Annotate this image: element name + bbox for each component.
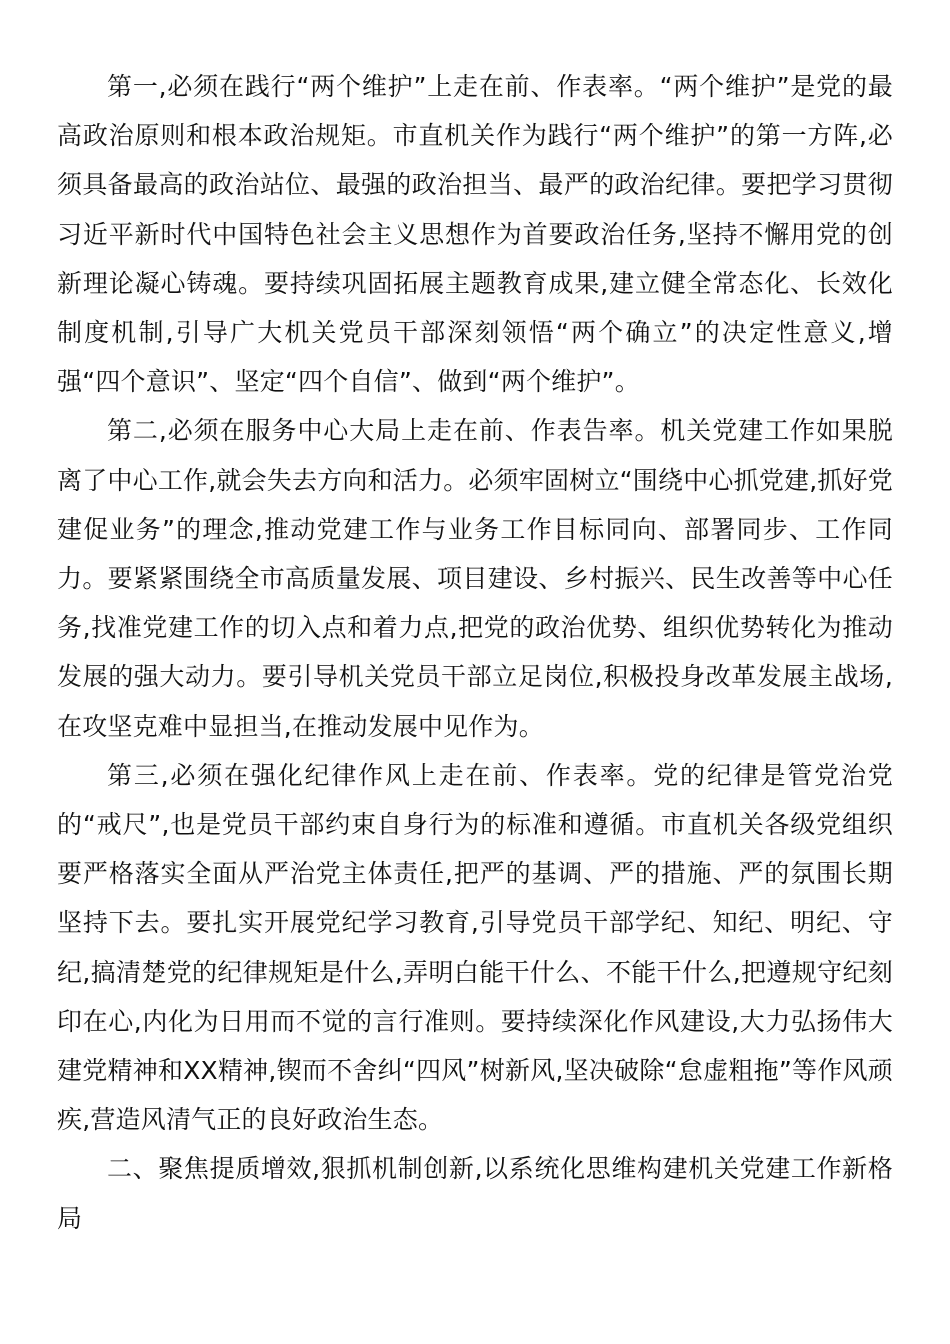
document-page [57,62,893,1243]
paragraph-first-two-safeguards: 第一,必须在践行“两个维护”上走在前、作表率。“两个维护”是党的最高政治原则和根本政治规矩。市直机关作为践行“两个维护”的第一方阵,必须具备最高的政治站位、最强的政治担当、最严的政治纪律。要把学习贯彻习近平新时代中国特色社会主义思想作为首要政治任务,坚持不懈用党的创新理论凝心铸魂。要持续巩固拓展主题教育成果,建立健全常态化、长效化制度机制,引导广大机关党员干部深刻领悟“两个确立”的决定性意义,增强“四个意识”、坚定“四个自信”、做到“两个维护”。 [57,72,893,397]
paragraph-third-discipline: 第三,必须在强化纪律作风上走在前、作表率。党的纪律是管党治党的“戒尺”,也是党员干部约束自身行为的标准和遵循。市直机关各级党组织要严格落实全面从严治党主体责任,把严的基调、严的措施、严的氛围长期坚持下去。要扎实开展党纪学习教育,引导党员干部学纪、知纪、明纪、守纪,搞清楚党的纪律规矩是什么,弄明白能干什么、不能干什么,把遵规守纪刻印在心,内化为日用而不觉的言行准则。要持续深化作风建设,大力弘扬伟大建党精神和XX精神,锲而不舍纠“四风”树新风,坚决破除“怠虚粗拖”等作风顽疾,营造风清气正的良好政治生态。 [57,760,893,1135]
paragraph-second-serve-center: 第二,必须在服务中心大局上走在前、作表告率。机关党建工作如果脱离了中心工作,就会失去方向和活力。必须牢固树立“围绕中心抓党建,抓好党建促业务”的理念,推动党建工作与业务工作目标同向、部署同步、工作同力。要紧紧围绕全市高质量发展、项目建设、乡村振兴、民生改善等中心任务,找准党建工作的切入点和着力点,把党的政治优势、组织优势转化为推动发展的强大动力。要引导机关党员干部立足岗位,积极投身改革发展主战场,在攻坚克难中显担当,在推动发展中见作为。 [57,416,893,741]
section-heading-two: 二、聚焦提质增效,狠抓机制创新,以系统化思维构建机关党建工作新格局 [57,1154,893,1233]
